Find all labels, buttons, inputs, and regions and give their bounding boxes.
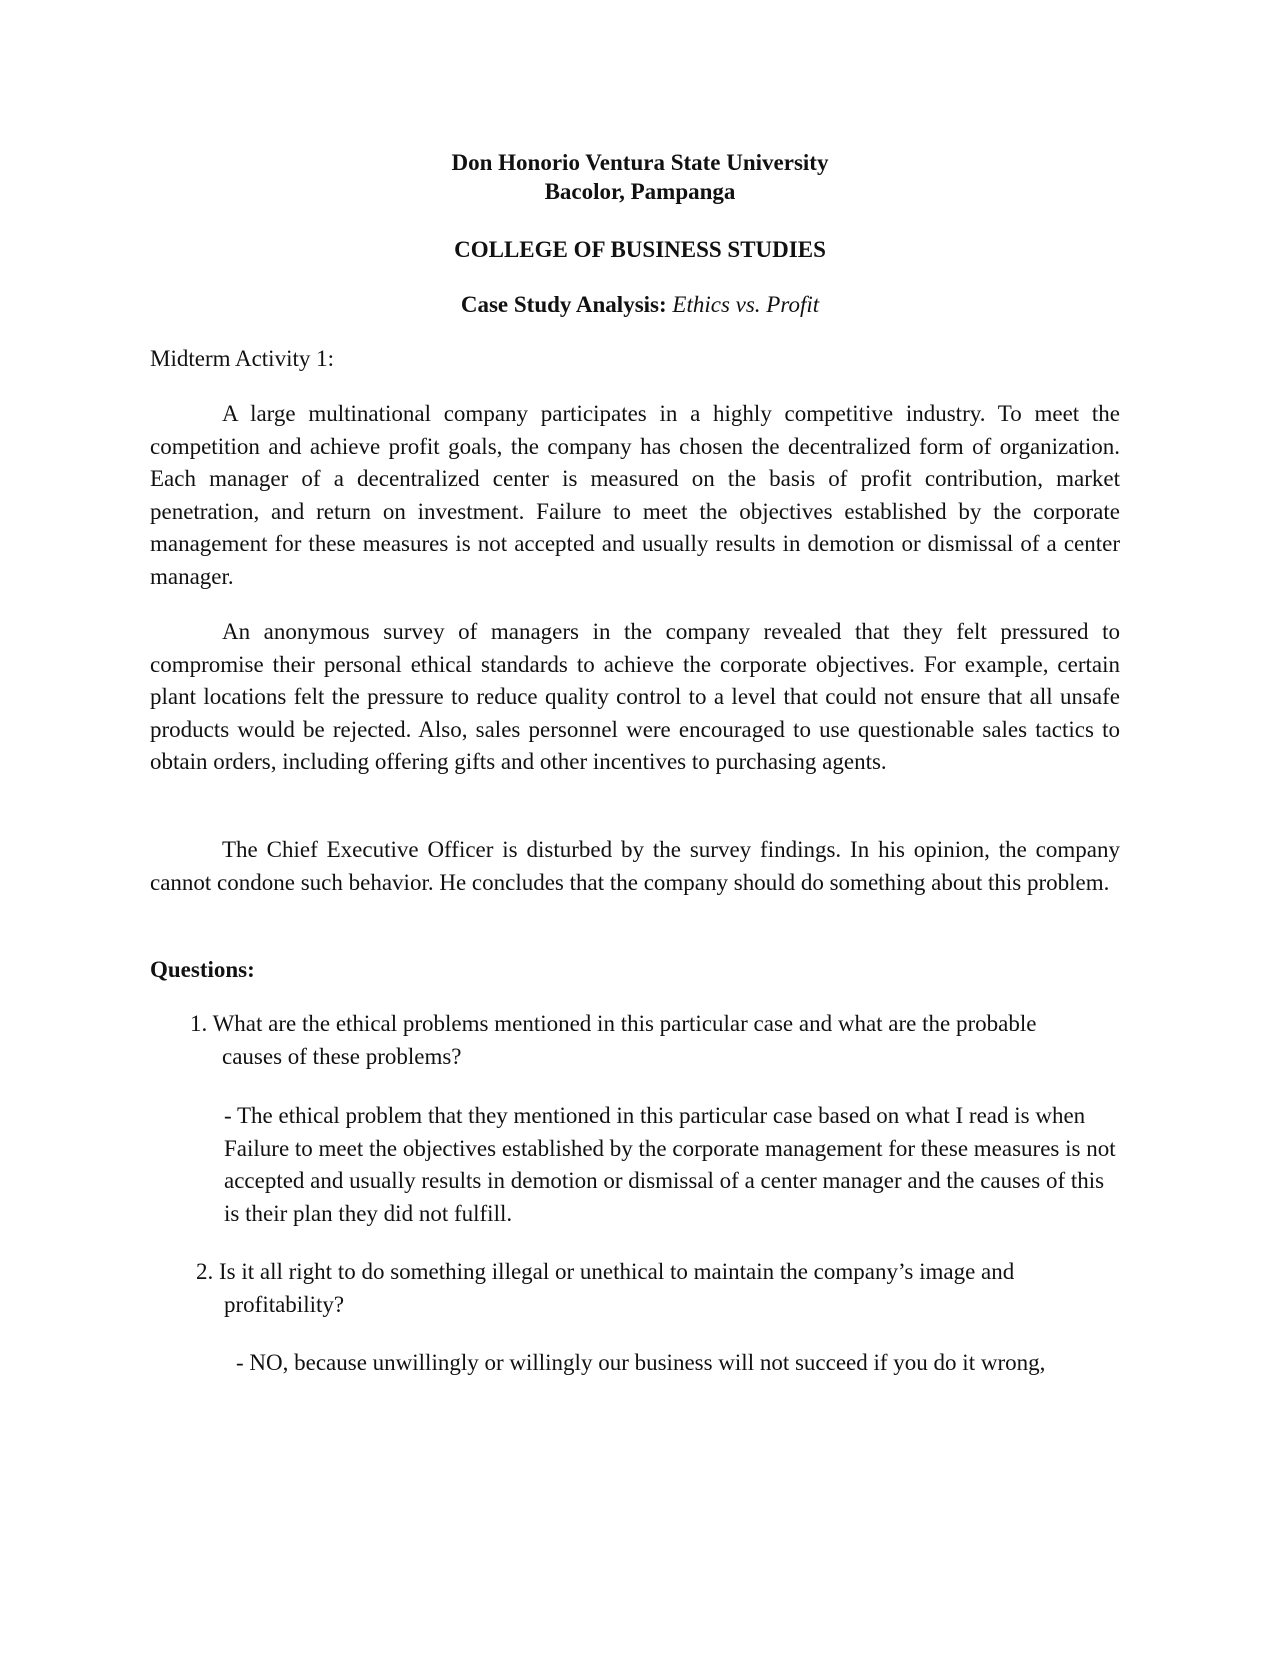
case-study-title-subject: Ethics vs. Profit	[672, 292, 820, 317]
university-location: Bacolor, Pampanga	[544, 179, 736, 204]
case-paragraph-3: The Chief Executive Officer is disturbed by the survey findings. In his opinion, the company cannot condone such behavior. He concludes that the company should do something about this problem.	[150, 837, 1120, 895]
question-number: 2.	[196, 1259, 214, 1284]
question-2	[196, 1256, 1116, 1321]
case-paragraph-2: An anonymous survey of managers in the company revealed that they felt pressured to compromise their personal ethical standards to achieve the corporate objectives. For example, certain plant locations felt the pressure to reduce quality control to a level that could not ensure that all unsafe products would be rejected. Also, sales personnel were encouraged to use questionable sales tactics to obtain orders, including offering gifts and other incentives to purchasing agents.	[150, 619, 1120, 774]
answer-1: - The ethical problem that they mentioned in this particular case based on what I read is when Failure to meet the objectives established by the corporate management for these measures is not accepted and usually results in demotion or dismissal of a center manager and the causes of this is their plan they did not fulfill.	[224, 1103, 1116, 1226]
activity-label: Midterm Activity 1:	[150, 346, 334, 371]
case-paragraph-1: A large multinational company participates in a highly competitive industry. To meet the competition and achieve profit goals, the company has chosen the decentralized form of organization. Each manager of a decentralized center is measured on the basis of profit contribution, market penetration, and return on investment. Failure to meet the objectives established by the corporate management for these measures is not accepted and usually results in demotion or dismissal of a center manager.	[150, 401, 1120, 589]
case-study-title-label: Case Study Analysis:	[460, 292, 667, 317]
questions-heading: Questions:	[150, 957, 255, 982]
answer-2: - NO, because unwillingly or willingly our business will not succeed if you do it wrong,	[236, 1350, 1046, 1375]
case-study-title	[0, 290, 1280, 320]
college-name: COLLEGE OF BUSINESS STUDIES	[454, 237, 826, 262]
question-text-continued: causes of these problems?	[222, 1043, 462, 1069]
question-text-continued: profitability?	[224, 1291, 345, 1317]
question-text: What are the ethical problems mentioned in this particular case and what are the probable	[212, 1011, 1037, 1036]
question-1	[190, 1008, 1110, 1073]
question-text: Is it all right to do something illegal or unethical to maintain the company’s image and	[219, 1259, 1015, 1284]
university-name: Don Honorio Ventura State University	[451, 150, 829, 175]
question-number: 1.	[190, 1011, 208, 1036]
